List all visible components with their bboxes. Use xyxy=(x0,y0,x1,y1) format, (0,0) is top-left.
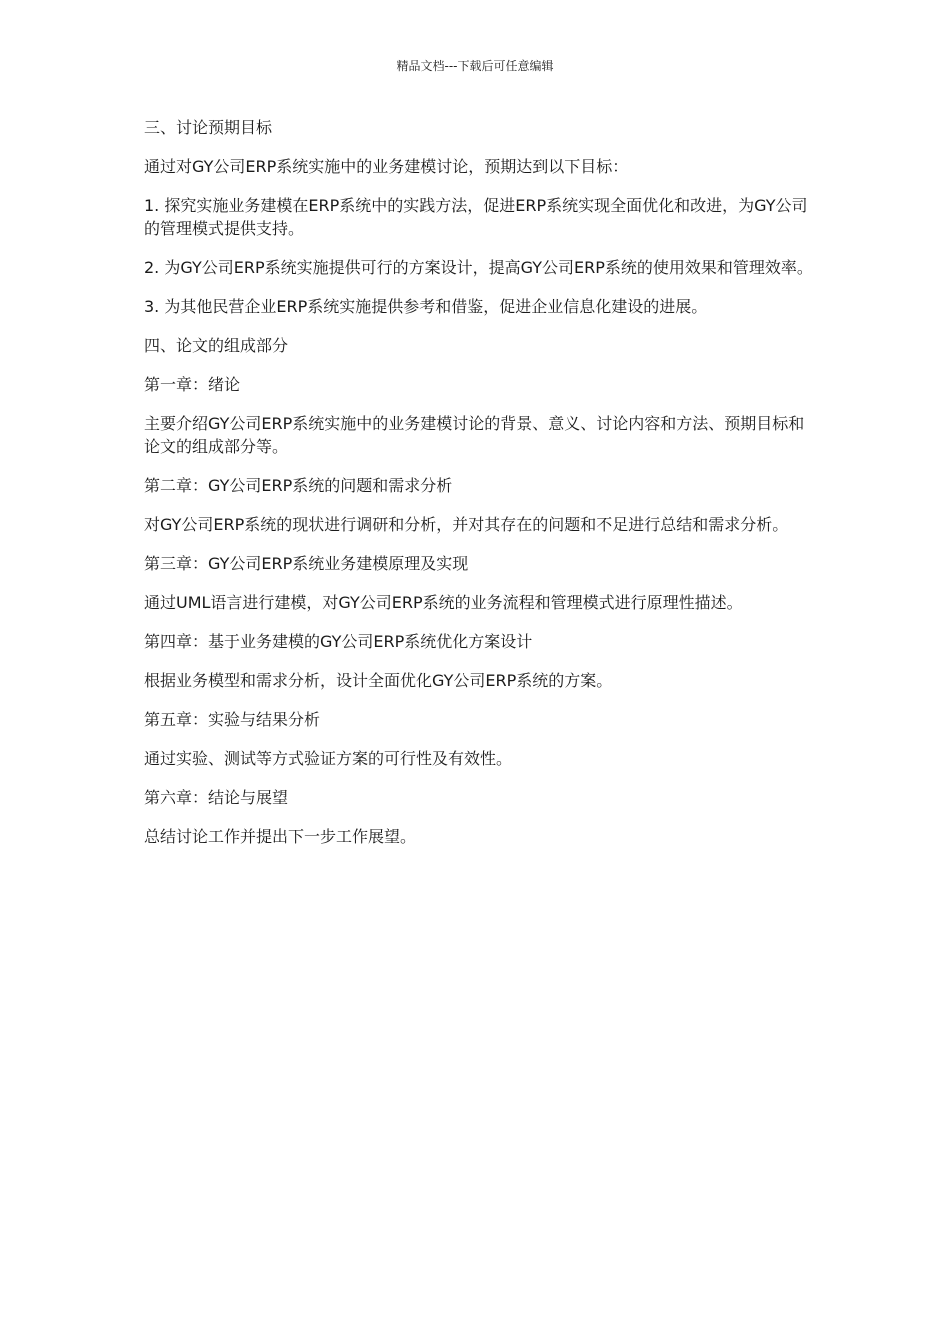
chapter-2-title: 第二章：GY公司ERP系统的问题和需求分析 xyxy=(144,476,453,495)
section-heading-structure: 四、论文的组成部分 xyxy=(144,336,289,355)
chapter-3-title: 第三章：GY公司ERP系统业务建模原理及实现 xyxy=(144,554,469,573)
chapter-1-title: 第一章：绪论 xyxy=(144,375,241,394)
chapter-3-desc: 通过UML语言进行建模，对GY公司ERP系统的业务流程和管理模式进行原理性描述。 xyxy=(144,593,743,612)
chapter-6-title: 第六章：结论与展望 xyxy=(144,788,289,807)
chapter-2-desc: 对GY公司ERP系统的现状进行调研和分析，并对其存在的问题和不足进行总结和需求分析。 xyxy=(144,515,789,534)
chapter-6-desc: 总结讨论工作并提出下一步工作展望。 xyxy=(144,827,417,846)
goal-item-3: 3. 为其他民营企业ERP系统实施提供参考和借鉴，促进企业信息化建设的进展。 xyxy=(144,297,708,316)
chapter-1-desc: 主要介绍GY公司ERP系统实施中的业务建模讨论的背景、意义、讨论内容和方法、预期目标和论文的组成部分等。 xyxy=(144,414,805,456)
goal-item-2: 2. 为GY公司ERP系统实施提供可行的方案设计，提高GY公司ERP系统的使用效果和管理效率。 xyxy=(144,258,813,277)
chapter-5-title: 第五章：实验与结果分析 xyxy=(144,710,321,729)
section-heading-goals: 三、讨论预期目标 xyxy=(144,118,273,137)
chapter-5-desc: 通过实验、测试等方式验证方案的可行性及有效性。 xyxy=(144,749,513,768)
document-body xyxy=(144,116,820,864)
page-header: 精品文档---下载后可任意编辑 xyxy=(396,59,554,73)
goal-item-1: 1. 探究实施业务建模在ERP系统中的实践方法，促进ERP系统实现全面优化和改进，为GY公司的管理模式提供支持。 xyxy=(144,196,808,238)
goals-intro: 通过对GY公司ERP系统实施中的业务建模讨论，预期达到以下目标： xyxy=(144,157,629,176)
chapter-4-desc: 根据业务模型和需求分析，设计全面优化GY公司ERP系统的方案。 xyxy=(144,671,613,690)
chapter-4-title: 第四章：基于业务建模的GY公司ERP系统优化方案设计 xyxy=(144,632,533,651)
